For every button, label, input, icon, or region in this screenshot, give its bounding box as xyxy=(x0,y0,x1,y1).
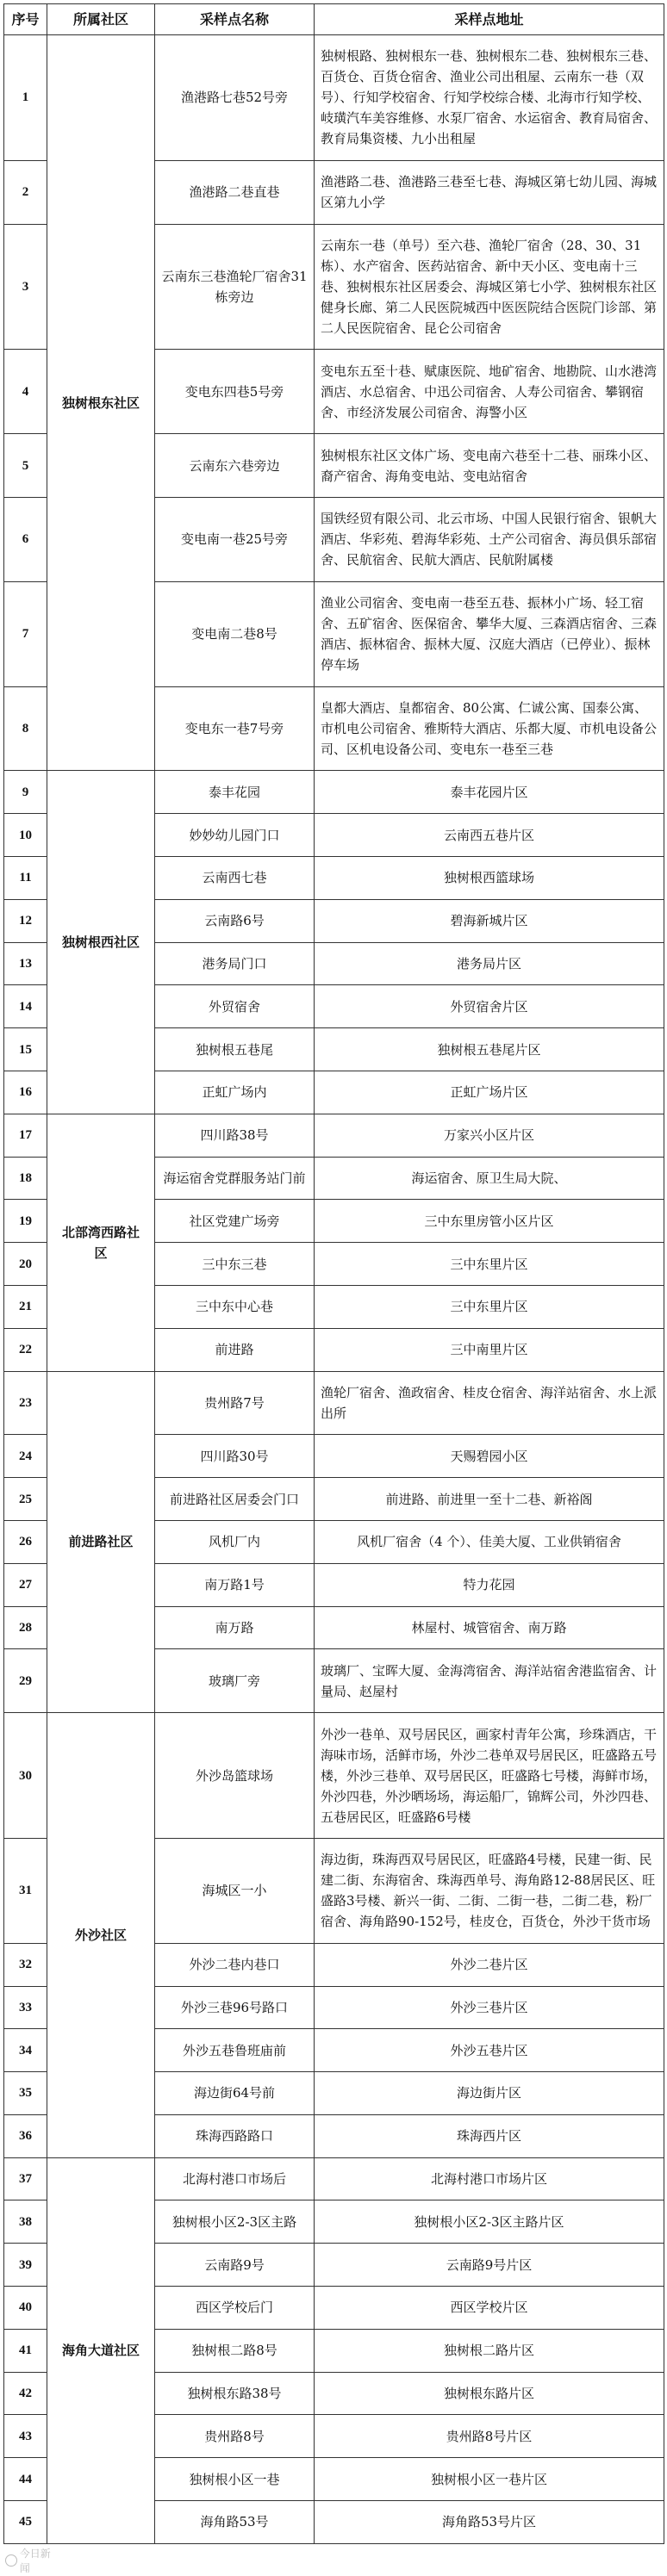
row-number: 9 xyxy=(4,771,47,814)
row-number: 18 xyxy=(4,1157,47,1200)
row-number: 17 xyxy=(4,1114,47,1157)
site-address-cell: 三中东里房管小区片区 xyxy=(315,1200,664,1243)
site-address-cell: 外沙五巷片区 xyxy=(315,2029,664,2072)
site-name-cell: 独树根二路8号 xyxy=(155,2329,315,2372)
table-row xyxy=(4,35,664,161)
row-number: 42 xyxy=(4,2372,47,2415)
row-number: 10 xyxy=(4,814,47,857)
site-name-cell: 妙妙幼儿园门口 xyxy=(155,814,315,857)
row-number: 16 xyxy=(4,1071,47,1114)
row-number: 20 xyxy=(4,1243,47,1286)
site-address-cell: 云南东一巷（单号）至六巷、渔轮厂宿舍（28、30、31栋）、水产宿舍、医药站宿舍、新中天小区、变电南十三巷、独树根东社区居委会、海城区第七小学、独树根东社区健身长廊、第二人民医院城西中医医院结合医院门诊部、第二人民医院宿舍、昆仑公司宿舍 xyxy=(315,224,664,350)
row-number: 7 xyxy=(4,581,47,686)
site-address-cell: 北海村港口市场片区 xyxy=(315,2157,664,2200)
site-address-cell: 天赐碧园小区 xyxy=(315,1435,664,1478)
row-number: 43 xyxy=(4,2415,47,2458)
row-number: 45 xyxy=(4,2501,47,2544)
site-name-cell: 前进路 xyxy=(155,1328,315,1371)
site-address-cell: 外沙一巷单、双号居民区，画家村青年公寓，珍珠酒店，干海味市场，活鲜市场，外沙二巷单双号居民区，旺盛路五号楼，外沙三巷单、双号居民区，旺盛路七号楼，海鲜市场，外沙四巷，外沙晒场场，海运船厂，锦辉公司，外沙四巷、五巷居民区，旺盛路6号楼 xyxy=(315,1713,664,1839)
site-address-cell: 正虹广场片区 xyxy=(315,1071,664,1114)
row-number: 23 xyxy=(4,1371,47,1435)
site-name-cell: 泰丰花园 xyxy=(155,771,315,814)
site-name-cell: 独树根小区一巷 xyxy=(155,2458,315,2501)
site-address-cell: 独树根小区2-3区主路片区 xyxy=(315,2200,664,2244)
site-name-cell: 三中东三巷 xyxy=(155,1243,315,1286)
site-name-cell: 海边街64号前 xyxy=(155,2072,315,2115)
site-address-cell: 三中东里片区 xyxy=(315,1243,664,1286)
row-number: 31 xyxy=(4,1838,47,1943)
site-address-cell: 海边街片区 xyxy=(315,2072,664,2115)
row-number: 37 xyxy=(4,2157,47,2200)
community-cell: 外沙社区 xyxy=(47,1713,155,2158)
row-number: 38 xyxy=(4,2200,47,2244)
site-address-cell: 变电东五至十巷、赋康医院、地矿宿舍、地勘院、山水港湾酒店、水总宿舍、中迅公司宿舍、人寿公司宿舍、攀钢宿舍、市经济发展公司宿舍、海警小区 xyxy=(315,350,664,434)
site-name-cell: 南万路1号 xyxy=(155,1563,315,1606)
row-number: 30 xyxy=(4,1713,47,1839)
site-address-cell: 独树根小区一巷片区 xyxy=(315,2458,664,2501)
site-name-cell: 外沙五巷鲁班庙前 xyxy=(155,2029,315,2072)
site-address-cell: 国铁经贸有限公司、北云市场、中国人民银行宿舍、银帆大酒店、华彩苑、碧海华彩苑、土产公司宿舍、海员俱乐部宿舍、民航宿舍、民航大酒店、民航附属楼 xyxy=(315,497,664,581)
site-address-cell: 外沙三巷片区 xyxy=(315,1986,664,2029)
site-name-cell: 变电南一巷25号旁 xyxy=(155,497,315,581)
site-name-cell: 玻璃厂旁 xyxy=(155,1649,315,1713)
site-name-cell: 贵州路8号 xyxy=(155,2415,315,2458)
row-number: 15 xyxy=(4,1028,47,1071)
site-address-cell: 特力花园 xyxy=(315,1563,664,1606)
site-address-cell: 外贸宿舍片区 xyxy=(315,985,664,1028)
site-address-cell: 泰丰花园片区 xyxy=(315,771,664,814)
watermark-text: 今日新闻 xyxy=(19,2548,51,2574)
header-address: 采样点地址 xyxy=(315,4,664,35)
site-name-cell: 四川路38号 xyxy=(155,1114,315,1157)
site-address-cell: 前进路、前进里一至十二巷、新裕阁 xyxy=(315,1478,664,1521)
site-address-cell: 渔港路二巷、渔港路三巷至七巷、海城区第七幼儿园、海城区第九小学 xyxy=(315,160,664,224)
site-address-cell: 渔业公司宿舍、变电南一巷至五巷、振林小广场、轻工宿舍、五矿宿舍、医保宿舍、攀华大厦、三森酒店宿舍、三森酒店、振林宿舍、振林大厦、汉庭大酒店（已停业）、振林停车场 xyxy=(315,581,664,686)
site-address-cell: 海角路53号片区 xyxy=(315,2501,664,2544)
header-site: 采样点名称 xyxy=(155,4,315,35)
site-address-cell: 珠海西片区 xyxy=(315,2114,664,2157)
site-name-cell: 云南东三巷渔轮厂宿舍31栋旁边 xyxy=(155,224,315,350)
row-number: 11 xyxy=(4,856,47,899)
site-name-cell: 外沙三巷96号路口 xyxy=(155,1986,315,2029)
row-number: 3 xyxy=(4,224,47,350)
site-name-cell: 正虹广场内 xyxy=(155,1071,315,1114)
site-address-cell: 贵州路8号片区 xyxy=(315,2415,664,2458)
site-address-cell: 独树根二路片区 xyxy=(315,2329,664,2372)
row-number: 28 xyxy=(4,1606,47,1649)
site-name-cell: 海运宿舍党群服务站门前 xyxy=(155,1157,315,1200)
site-name-cell: 云南东六巷旁边 xyxy=(155,434,315,498)
site-name-cell: 四川路30号 xyxy=(155,1435,315,1478)
row-number: 19 xyxy=(4,1200,47,1243)
row-number: 32 xyxy=(4,1943,47,1986)
site-name-cell: 外沙二巷内巷口 xyxy=(155,1943,315,1986)
row-number: 2 xyxy=(4,160,47,224)
site-address-cell: 海运宿舍、原卫生局大院、 xyxy=(315,1157,664,1200)
site-address-cell: 云南西五巷片区 xyxy=(315,814,664,857)
site-name-cell: 珠海西路路口 xyxy=(155,2114,315,2157)
site-address-cell: 西区学校片区 xyxy=(315,2287,664,2330)
row-number: 36 xyxy=(4,2114,47,2157)
table-row xyxy=(4,771,664,814)
row-number: 12 xyxy=(4,899,47,942)
row-number: 39 xyxy=(4,2244,47,2287)
site-address-cell: 三中东里片区 xyxy=(315,1285,664,1328)
site-address-cell: 独树根东社区文体广场、变电南六巷至十二巷、丽珠小区、裔产宿舍、海角变电站、变电站宿舍 xyxy=(315,434,664,498)
site-name-cell: 社区党建广场旁 xyxy=(155,1200,315,1243)
row-number: 13 xyxy=(4,942,47,985)
row-number: 25 xyxy=(4,1478,47,1521)
site-name-cell: 独树根五巷尾 xyxy=(155,1028,315,1071)
site-address-cell: 皇都大酒店、皇都宿舍、80公寓、仁诚公寓、国泰公寓、市机电公司宿舍、雅斯特大酒店、乐都大厦、市机电设备公司、区机电设备公司、变电东一巷至三巷 xyxy=(315,686,664,771)
site-name-cell: 变电东一巷7号旁 xyxy=(155,686,315,771)
site-address-cell: 三中南里片区 xyxy=(315,1328,664,1371)
site-name-cell: 北海村港口市场后 xyxy=(155,2157,315,2200)
site-name-cell: 云南路9号 xyxy=(155,2244,315,2287)
site-address-cell: 独树根东路片区 xyxy=(315,2372,664,2415)
site-name-cell: 贵州路7号 xyxy=(155,1371,315,1435)
site-address-cell: 独树根路、独树根东一巷、独树根东二巷、独树根东三巷、百货仓、百货仓宿舍、渔业公司出租屋、云南东一巷（双号）、行知学校宿舍、行知学校综合楼、北海市行知学校、岐璜汽车美容维修、水泵厂宿舍、水运宿舍、教育局宿舍、教育局集资楼、九小出租屋 xyxy=(315,35,664,161)
table-row xyxy=(4,2157,664,2200)
site-name-cell: 变电南二巷8号 xyxy=(155,581,315,686)
community-cell: 前进路社区 xyxy=(47,1371,155,1713)
row-number: 4 xyxy=(4,350,47,434)
row-number: 41 xyxy=(4,2329,47,2372)
row-number: 27 xyxy=(4,1563,47,1606)
site-address-cell: 云南路9号片区 xyxy=(315,2244,664,2287)
site-name-cell: 变电东四巷5号旁 xyxy=(155,350,315,434)
row-number: 29 xyxy=(4,1649,47,1713)
site-address-cell: 风机厂宿舍（4 个）、佳美大厦、工业供销宿舍 xyxy=(315,1520,664,1563)
row-number: 21 xyxy=(4,1285,47,1328)
site-address-cell: 外沙二巷片区 xyxy=(315,1943,664,1986)
site-name-cell: 风机厂内 xyxy=(155,1520,315,1563)
sampling-sites-table xyxy=(3,3,664,2544)
table-row xyxy=(4,1371,664,1435)
watermark xyxy=(5,2548,60,2574)
site-name-cell: 渔港路七巷52号旁 xyxy=(155,35,315,161)
row-number: 5 xyxy=(4,434,47,498)
site-address-cell: 海边街，珠海西双号居民区，旺盛路4号楼，民建一街、民建二街、东海宿舍、珠海西单号、海角路12-88居民区、旺盛路3号楼、新兴一街、二街、二街一巷，二街二巷，粉厂宿舍、海角路90-152号，桂皮仓，百货仓，外沙干货市场 xyxy=(315,1838,664,1943)
community-cell: 独树根东社区 xyxy=(47,35,155,771)
header-community: 所属社区 xyxy=(47,4,155,35)
row-number: 22 xyxy=(4,1328,47,1371)
site-address-cell: 碧海新城片区 xyxy=(315,899,664,942)
site-address-cell: 万家兴小区片区 xyxy=(315,1114,664,1157)
row-number: 34 xyxy=(4,2029,47,2072)
watermark-logo-icon xyxy=(5,2554,17,2567)
header-no: 序号 xyxy=(4,4,47,35)
site-name-cell: 外沙岛篮球场 xyxy=(155,1713,315,1839)
community-cell: 北部湾西路社区 xyxy=(47,1114,155,1371)
site-name-cell: 云南西七巷 xyxy=(155,856,315,899)
site-name-cell: 前进路社区居委会门口 xyxy=(155,1478,315,1521)
row-number: 24 xyxy=(4,1435,47,1478)
table-body xyxy=(4,35,664,2544)
site-address-cell: 林屋村、城管宿舍、南万路 xyxy=(315,1606,664,1649)
site-name-cell: 西区学校后门 xyxy=(155,2287,315,2330)
row-number: 44 xyxy=(4,2458,47,2501)
site-name-cell: 海角路53号 xyxy=(155,2501,315,2544)
row-number: 8 xyxy=(4,686,47,771)
site-name-cell: 港务局门口 xyxy=(155,942,315,985)
site-name-cell: 渔港路二巷直巷 xyxy=(155,160,315,224)
table-row xyxy=(4,1713,664,1839)
community-cell: 海角大道社区 xyxy=(47,2157,155,2543)
site-address-cell: 独树根五巷尾片区 xyxy=(315,1028,664,1071)
site-name-cell: 云南路6号 xyxy=(155,899,315,942)
site-name-cell: 南万路 xyxy=(155,1606,315,1649)
site-address-cell: 独树根西篮球场 xyxy=(315,856,664,899)
row-number: 26 xyxy=(4,1520,47,1563)
table-row xyxy=(4,1114,664,1157)
table-header-row xyxy=(4,4,664,35)
row-number: 40 xyxy=(4,2287,47,2330)
community-cell: 独树根西社区 xyxy=(47,771,155,1114)
row-number: 6 xyxy=(4,497,47,581)
site-address-cell: 港务局片区 xyxy=(315,942,664,985)
site-name-cell: 外贸宿舍 xyxy=(155,985,315,1028)
site-name-cell: 独树根小区2-3区主路 xyxy=(155,2200,315,2244)
site-address-cell: 玻璃厂、宝晖大厦、金海湾宿舍、海洋站宿舍港监宿舍、计量局、赵屋村 xyxy=(315,1649,664,1713)
row-number: 1 xyxy=(4,35,47,161)
row-number: 33 xyxy=(4,1986,47,2029)
site-name-cell: 独树根东路38号 xyxy=(155,2372,315,2415)
site-address-cell: 渔轮厂宿舍、渔政宿舍、桂皮仓宿舍、海洋站宿舍、水上派出所 xyxy=(315,1371,664,1435)
row-number: 35 xyxy=(4,2072,47,2115)
row-number: 14 xyxy=(4,985,47,1028)
site-name-cell: 海城区一小 xyxy=(155,1838,315,1943)
site-name-cell: 三中东中心巷 xyxy=(155,1285,315,1328)
